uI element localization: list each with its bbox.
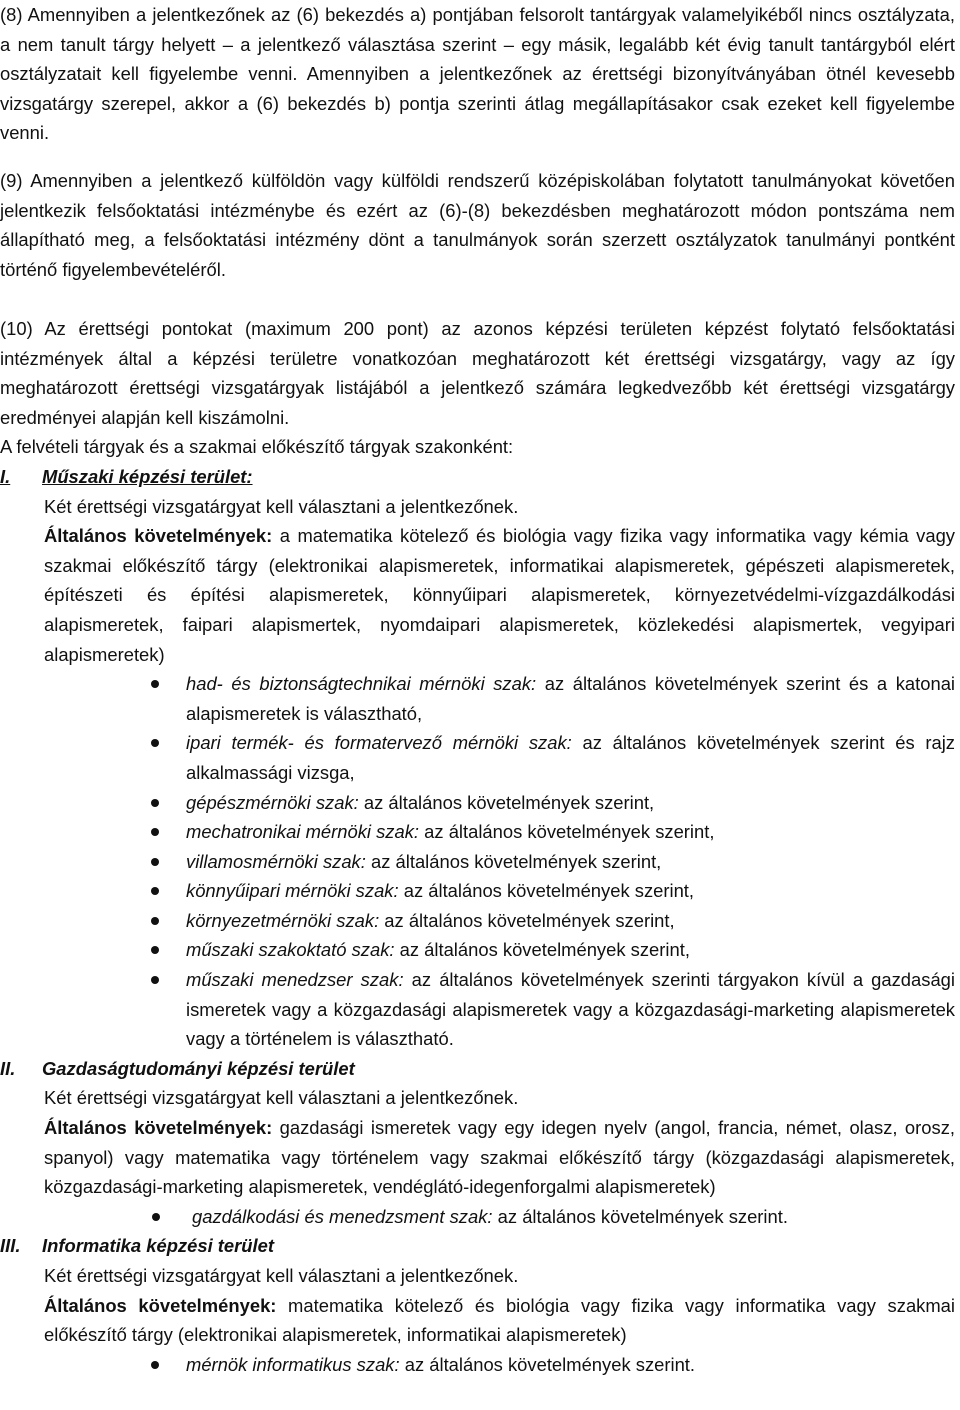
section-1-heading <box>0 462 955 492</box>
item-text: az általános követelmények szerint és a katonai alapismeretek is választható, <box>186 673 956 724</box>
item-text: az általános követelmények szerint, <box>419 821 715 843</box>
bullet-icon <box>151 946 159 954</box>
section-1-req-text: a matematika kötelező és biológia vagy fizika vagy informatika vagy kémia vagy szakmai előkészítő tárgy (elektronikai alapismeretek, informatikai alapismeretek, gépészeti alapismeretek, építészeti és építési alapismeretek, könnyűipari alapismeretek, környezetvédelmi-vízgazdálkodási alapismeretek, faipari alapismertek, nyomdaipari alapismeretek, közlekedési alapismertek, vegyipari alapismeretek) <box>44 525 955 665</box>
list-item <box>0 965 955 1054</box>
section-3-req-label: Általános követelmények: <box>44 1294 277 1316</box>
bullet-icon <box>151 828 159 836</box>
bullet-icon <box>151 917 159 925</box>
section-1-numeral: I. <box>0 465 11 487</box>
section-1-req-label: Általános követelmények: <box>44 525 273 547</box>
list-item <box>0 1202 955 1232</box>
bullet-icon <box>151 739 159 747</box>
paragraph-10: (10) Az érettségi pontokat (maximum 200 pont) az azonos képzési területen képzést folytató felsőoktatási intézmények által a képzési területre vonatkozóan meghatározott két érettségi vizsgatárgy, vagy az így meghatározott érettségi vizsgatárgyak listájából a jelentkező számára legkedvezőbb két érettségi vizsgatárgy eredményei alapján kell kiszámolni. <box>0 318 955 428</box>
section-2-req-label: Általános követelmények: <box>44 1117 273 1139</box>
list-item <box>0 669 955 728</box>
paragraph-8: (8) Amennyiben a jelentkezőnek az (6) bekezdés a) pontjában felsorolt tantárgyak valamelyikéből nincs osztályzata, a nem tanult tárgy helyett – a jelentkező választása szerint – egy másik, legalább két évig tanult tantárgyból elért osztályzatait kell figyelembe venni. Amennyiben a jelentkezőnek az érettségi bizonyítványában ötnél kevesebb vizsgatárgy szerepel, akkor a (6) bekezdés b) pontja szerinti átlag megállapításakor csak ezeket kell figyelembe venni. <box>0 4 955 144</box>
item-text: az általános követelmények szerint, <box>358 791 655 813</box>
list-item <box>0 935 955 965</box>
item-name: gépészmérnöki szak: <box>186 791 359 813</box>
item-name: gazdálkodási és menedzsment szak: <box>192 1205 493 1227</box>
section-2-choose: Két érettségi vizsgatárgyat kell választani a jelentkezőnek. <box>44 1087 519 1109</box>
list-item <box>0 876 955 906</box>
section-3-requirements <box>44 1291 955 1350</box>
item-name: környezetmérnöki szak: <box>186 909 380 931</box>
section-3-list <box>0 1350 955 1380</box>
list-item <box>0 817 955 847</box>
bullet-icon <box>151 799 159 807</box>
section-1 <box>0 462 955 1054</box>
item-name: had- és biztonságtechnikai mérnöki szak: <box>186 673 537 695</box>
item-text: az általános követelmények szerint. <box>399 1353 696 1375</box>
section-3-title: Informatika képzési terület <box>42 1235 275 1257</box>
section-1-list <box>0 669 955 1054</box>
section-3 <box>0 1231 955 1379</box>
section-2-requirements <box>44 1113 955 1202</box>
list-item <box>0 906 955 936</box>
item-name: villamosmérnöki szak: <box>186 850 366 872</box>
section-2-heading <box>0 1054 955 1084</box>
section-3-heading <box>0 1231 955 1261</box>
section-2 <box>0 1054 955 1232</box>
item-text: az általános követelmények szerint, <box>398 880 695 902</box>
section-2-title: Gazdaságtudományi képzési terület <box>42 1057 355 1079</box>
paragraph-10-block <box>0 314 955 1379</box>
item-name: mérnök informatikus szak: <box>186 1353 400 1375</box>
section-1-requirements <box>44 521 955 669</box>
item-text: az általános követelmények szerint és rajz alkalmassági vizsga, <box>186 732 955 783</box>
item-text: az általános követelmények szerint. <box>492 1205 788 1227</box>
item-name: mechatronikai mérnöki szak: <box>186 821 420 843</box>
section-3-numeral: III. <box>0 1235 21 1257</box>
section-2-req-text: gazdasági ismeretek vagy egy idegen nyelv (angol, francia, német, olasz, orosz, spanyol) vagy matematika vagy történelem vagy szakmai előkészítő tárgy (közgazdasági alapismeretek, közgazdasági-marketing alapismeretek, vendéglátó-idegenforgalmi alapismeretek) <box>44 1117 956 1198</box>
item-text: az általános követelmények szerint, <box>379 909 675 931</box>
list-item <box>0 728 955 787</box>
list-item <box>0 847 955 877</box>
bullet-icon <box>151 1361 159 1369</box>
item-name: műszaki szakoktató szak: <box>186 939 395 961</box>
section-2-list <box>0 1202 955 1232</box>
section-3-choose: Két érettségi vizsgatárgyat kell választani a jelentkezőnek. <box>44 1265 519 1286</box>
section-2-numeral: II. <box>0 1057 16 1079</box>
bullet-icon <box>151 858 159 866</box>
item-text: az általános követelmények szerint, <box>394 939 690 961</box>
subjects-intro: A felvételi tárgyak és a szakmai előkészítő tárgyak szakonként: <box>0 436 514 458</box>
bullet-icon <box>151 680 159 688</box>
bullet-icon <box>152 1213 160 1221</box>
item-text: az általános követelmények szerint, <box>365 850 662 872</box>
bullet-icon <box>151 887 159 895</box>
list-item <box>0 788 955 818</box>
item-name: ipari termék- és formatervező mérnöki szak: <box>186 732 572 754</box>
list-item <box>0 1350 955 1380</box>
bullet-icon <box>151 976 159 984</box>
item-text: az általános követelmények szerinti tárgyakon kívül a gazdasági ismeretek vagy a közgazdasági alapismeretek vagy a közgazdasági-marketing alapismeretek vagy a történelem is választható. <box>186 969 955 1050</box>
paragraph-9: (9) Amennyiben a jelentkező külföldön vagy külföldi rendszerű középiskolában folytatott tanulmányokat követően jelentkezik felsőoktatási intézménybe és ezért az (6)-(8) bekezdésben meghatározott módon pontszáma nem állapítható meg, a felsőoktatási intézmény dönt a tanulmányok során szerzett osztályzatok tanulmányi pontként történő figyelembevételéről. <box>0 170 955 280</box>
item-name: könnyűipari mérnöki szak: <box>186 880 399 902</box>
section-3-req-text: matematika kötelező és biológia vagy fizika vagy informatika vagy szakmai előkészítő tárgy (elektronikai alapismeretek, informatikai alapismeretek) <box>44 1294 955 1346</box>
section-1-title: Műszaki képzési terület: <box>42 465 253 487</box>
section-1-choose: Két érettségi vizsgatárgyat kell választani a jelentkezőnek. <box>44 495 519 517</box>
item-name: műszaki menedzser szak: <box>186 969 404 991</box>
